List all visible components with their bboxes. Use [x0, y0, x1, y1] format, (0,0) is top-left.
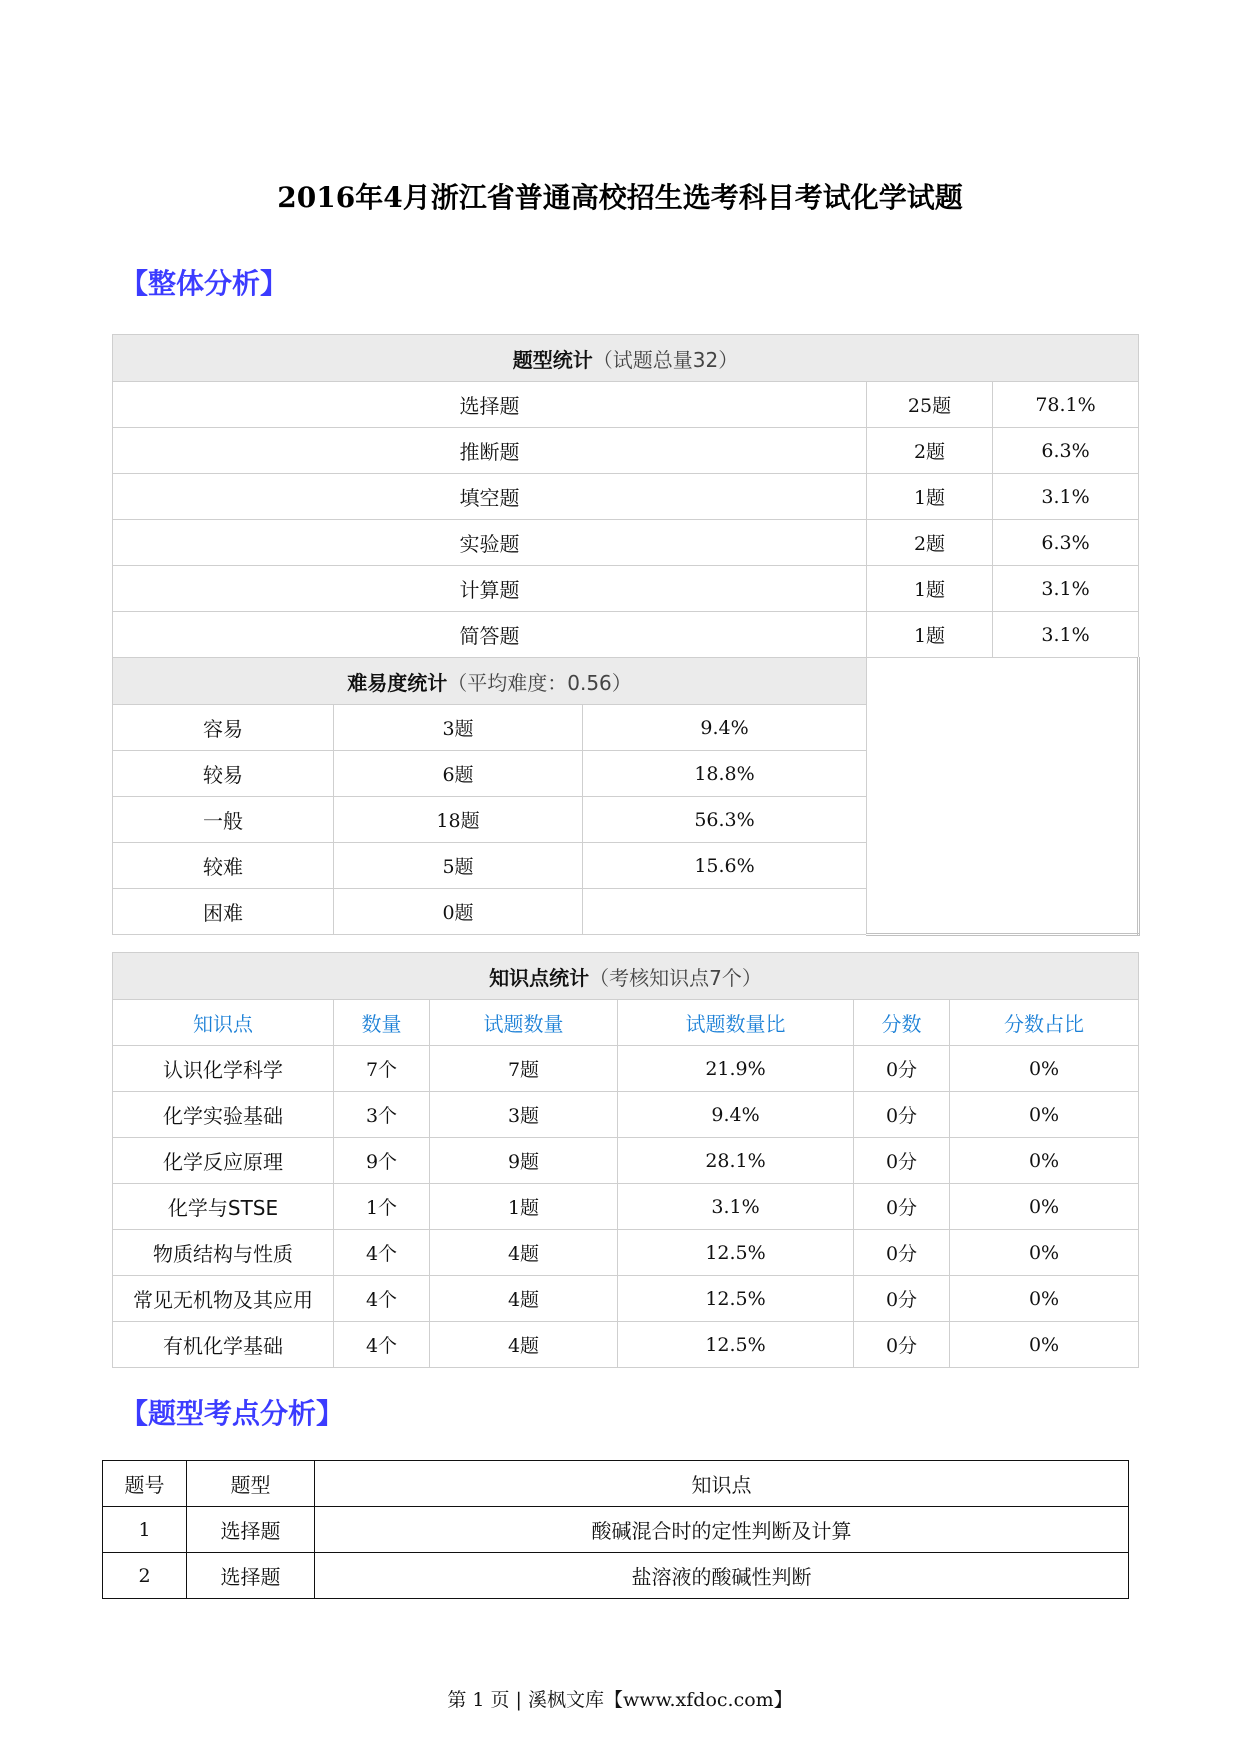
- type-stats-header: 题型统计（试题总量32）: [113, 335, 1139, 382]
- table-row: 较易 6题 18.8%: [113, 751, 1139, 797]
- table-row: 较难 5题 15.6%: [113, 843, 1139, 889]
- difficulty-stats-header: 难易度统计（平均难度：0.56）: [113, 658, 867, 705]
- question-analysis-table: [102, 1460, 1129, 1599]
- table-row: 1 选择题 酸碱混合时的定性判断及计算: [103, 1507, 1129, 1553]
- table-row: 填空题 1题 3.1%: [113, 474, 1139, 520]
- table-row: 困难 0题: [113, 889, 1139, 935]
- table-row: 推断题 2题 6.3%: [113, 428, 1139, 474]
- blank-area: [867, 658, 1139, 935]
- section-heading-question-analysis: 【题型考点分析】: [120, 1397, 345, 1430]
- table-row: 选择题 25题 78.1%: [113, 382, 1139, 428]
- table-row: 实验题 2题 6.3%: [113, 520, 1139, 566]
- document-title: 2016年4月浙江省普通高校招生选考科目考试化学试题: [277, 181, 963, 214]
- table-row: 化学实验基础 3个 3题 9.4% 0分 0%: [113, 1092, 1139, 1138]
- page-footer: 第 1 页 | 溪枫文库【www.xfdoc.com】: [447, 1689, 793, 1711]
- table-row: 物质结构与性质 4个 4题 12.5% 0分 0%: [113, 1230, 1139, 1276]
- table-row: 简答题 1题 3.1%: [113, 612, 1139, 658]
- column-header-row: 题号 题型 知识点: [103, 1461, 1129, 1507]
- table-row: 常见无机物及其应用 4个 4题 12.5% 0分 0%: [113, 1276, 1139, 1322]
- table-row: 化学反应原理 9个 9题 28.1% 0分 0%: [113, 1138, 1139, 1184]
- table-row: 容易 3题 9.4%: [113, 705, 1139, 751]
- section-heading-overall: 【整体分析】: [120, 267, 289, 300]
- table-row: 计算题 1题 3.1%: [113, 566, 1139, 612]
- table-row: 认识化学科学 7个 7题 21.9% 0分 0%: [113, 1046, 1139, 1092]
- column-header-row: 知识点 数量 试题数量 试题数量比 分数 分数占比: [113, 1000, 1139, 1046]
- table-row: 2 选择题 盐溶液的酸碱性判断: [103, 1553, 1129, 1599]
- table-row: 一般 18题 56.3%: [113, 797, 1139, 843]
- knowledge-stats-table: [112, 952, 1139, 1368]
- table-row: 化学与STSE 1个 1题 3.1% 0分 0%: [113, 1184, 1139, 1230]
- knowledge-stats-header: 知识点统计（考核知识点7个）: [113, 953, 1139, 1000]
- type-difficulty-stats-table: [112, 334, 1140, 936]
- table-row: 有机化学基础 4个 4题 12.5% 0分 0%: [113, 1322, 1139, 1368]
